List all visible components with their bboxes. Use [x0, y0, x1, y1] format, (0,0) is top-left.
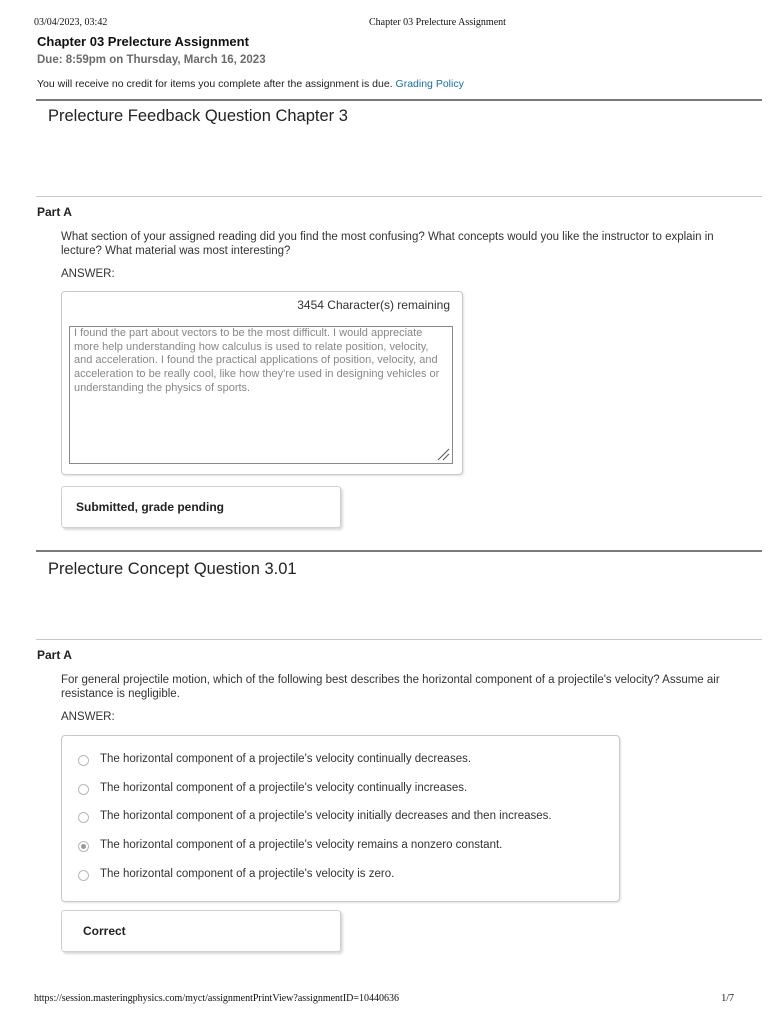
radio-button[interactable] — [78, 755, 89, 766]
answer-box — [61, 291, 463, 475]
answer-label: ANSWER: — [61, 711, 115, 723]
due-date: Due: 8:59pm on Thursday, March 16, 2023 — [37, 54, 266, 66]
part-divider — [36, 196, 762, 197]
credit-notice-text: You will receive no credit for items you complete after the assignment is due. — [37, 78, 393, 90]
radio-button[interactable] — [78, 812, 89, 823]
question-text: What section of your assigned reading did you find the most confusing? What concepts would you like the instructor to explain in lecture? What material was most interesting? — [61, 231, 714, 257]
page-number: 1/7 — [721, 993, 734, 1004]
resize-handle-icon[interactable] — [436, 447, 450, 461]
char-remaining-counter: 3454 Character(s) remaining — [297, 298, 450, 312]
status-box — [61, 486, 341, 528]
answer-label: ANSWER: — [61, 268, 115, 280]
choice-label: The horizontal component of a projectile's velocity continually increases. — [100, 782, 468, 794]
radio-button-selected[interactable] — [78, 841, 89, 852]
response-textarea[interactable] — [69, 326, 453, 464]
part-divider — [36, 639, 762, 640]
assignment-title: Chapter 03 Prelecture Assignment — [37, 34, 249, 49]
response-text: I found the part about vectors to be the most difficult. I would appreciate more help understanding how calculus is used to relate position, velocity, and acceleration. I found the practical applications of position, velocity, and acceleration to be really cool, like how they're used in designing vehicles or understanding the physics of sports. — [74, 327, 440, 394]
grading-policy-link[interactable]: Grading Policy — [395, 78, 464, 90]
choice-label: The horizontal component of a projectile's velocity remains a nonzero constant. — [100, 839, 503, 851]
status-box — [61, 910, 341, 952]
print-footer — [0, 993, 768, 1007]
radio-button[interactable] — [78, 870, 89, 881]
status-text: Submitted, grade pending — [76, 500, 225, 514]
part-label: Part A — [37, 648, 72, 662]
part-label: Part A — [37, 205, 72, 219]
choice-label: The horizontal component of a projectile's velocity initially decreases and then increases. — [100, 810, 552, 822]
section-divider — [36, 550, 762, 552]
print-datetime: 03/04/2023, 03:42 — [34, 17, 108, 28]
radio-button[interactable] — [78, 784, 89, 795]
question-title: Prelecture Concept Question 3.01 — [48, 560, 297, 578]
print-header — [0, 17, 768, 31]
credit-notice — [37, 78, 464, 90]
answer-choices — [61, 735, 620, 902]
status-text: Correct — [83, 924, 126, 938]
choice-label: The horizontal component of a projectile's velocity is zero. — [100, 868, 395, 880]
print-title: Chapter 03 Prelecture Assignment — [369, 17, 506, 28]
section-divider — [36, 99, 762, 101]
print-url: https://session.masteringphysics.com/myct/assignmentPrintView?assignmentID=10440636 — [34, 993, 400, 1004]
choice-label: The horizontal component of a projectile's velocity continually decreases. — [100, 753, 472, 765]
question-text: For general projectile motion, which of the following best describes the horizontal component of a projectile's velocity? Assume air resistance is negligible. — [61, 674, 720, 700]
question-title: Prelecture Feedback Question Chapter 3 — [48, 107, 348, 125]
